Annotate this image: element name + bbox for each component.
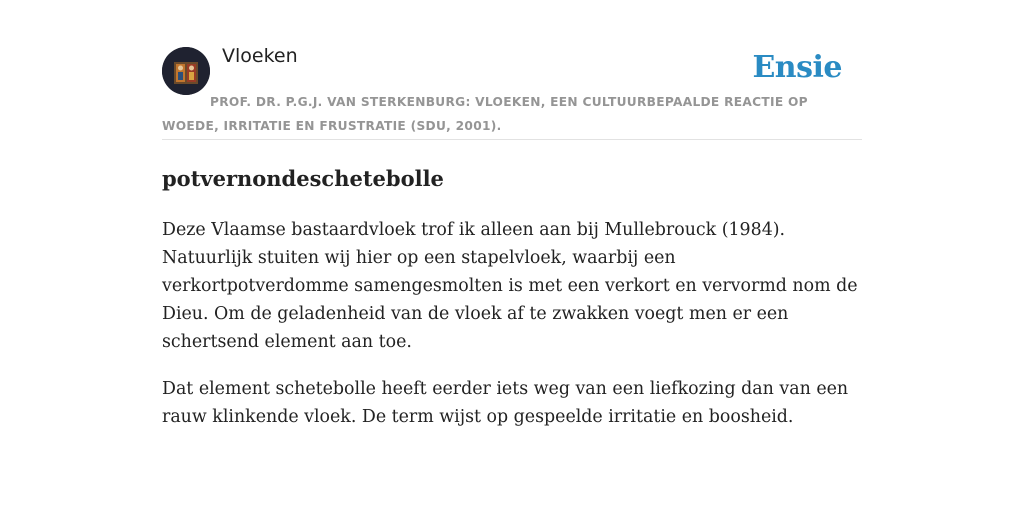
entry-header <box>162 0 862 140</box>
collection-avatar[interactable] <box>162 47 210 95</box>
collection-name[interactable]: Vloeken <box>222 45 298 67</box>
painting-thumbnail-icon <box>162 47 210 95</box>
entry-paragraph: Deze Vlaamse bastaardvloek trof ik alleen aan bij Mullebrouck (1984). Natuurlijk stuiten wij hier op een stapelvloek, waarbij een verkortpotverdomme samengesmolten is met een verkort en vervormd nom de Dieu. Om de geladenheid van de vloek af te zwakken voegt men er een schertsend element aan toe. <box>162 220 858 352</box>
source-citation: PROF. DR. P.G.J. VAN STERKENBURG: VLOEKEN, EEN CULTUURBEPAALDE REACTIE OP WOEDE, IRRITATIE EN FRUSTRATIE (SDU, 2001). <box>162 95 808 133</box>
entry-card <box>162 0 862 431</box>
ensie-logo[interactable]: Ensie <box>752 50 842 85</box>
entry-paragraph: Dat element schetebolle heeft eerder iets weg van een liefkozing dan van een rauw klinkende vloek. De term wijst op gespeelde irritatie en boosheid. <box>162 379 849 427</box>
entry-title: potvernondeschetebolle <box>162 166 444 191</box>
